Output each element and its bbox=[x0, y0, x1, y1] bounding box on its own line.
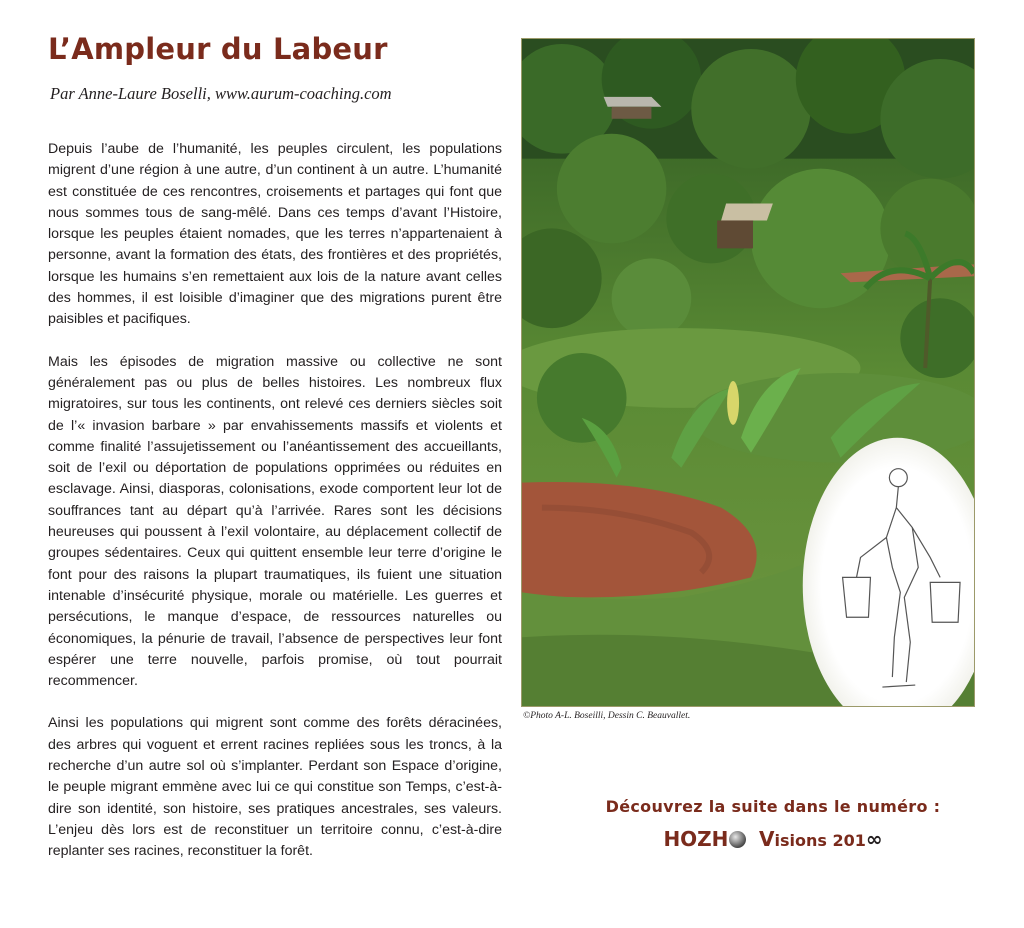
paragraph-3: Ainsi les populations qui migrent sont comme des forêts déracinées, des arbres qui voguent et errent racines repliées sous les troncs, à la recherche d’un autre sol où s’implanter. Perdant son Espace d’origine, le peuple migrant emmène avec lui ce qui constitue son Temps, c’est-à-dire son identité, son histoire, ses pratiques ancestrales, ses valeurs. L’enjeu dès lors est de reconstituer un territoire connu, c’est-à-dire replanter ses racines, reconstituer la forêt. bbox=[48, 715, 502, 860]
article-title: L’Ampleur du Labeur bbox=[48, 32, 388, 66]
article-byline: Par Anne-Laure Boselli, www.aurum-coaching.com bbox=[50, 84, 392, 103]
brand-year: 201 bbox=[832, 831, 866, 850]
promo-text: Découvrez la suite dans le numéro : bbox=[605, 797, 941, 816]
magazine-brand bbox=[560, 827, 986, 851]
brand-hozh: HOZH bbox=[663, 827, 729, 851]
infinity-icon: ∞ bbox=[865, 827, 883, 851]
jungle-hillside-illustration bbox=[522, 39, 974, 706]
brand-visions-rest: isions bbox=[774, 831, 827, 850]
paragraph-2: Mais les épisodes de migration massive ou collective ne sont généralement pas ou plus de belles histoires. Les nombreux flux migratoires, sur tous les continents, ont relevé ces derniers siècles soit de l’« invasion barbare » par envahissements massifs et violents et comme finalité l’assujetissement ou l’anéantissement des accueillants, soit de l’exil ou déportation de populations opprimées ou réduites en esclavage. Ainsi, diasporas, colonisations, exode comportent leur lot de souffrances tant au départ qu’à l’arrivée. Rares sont les décisions heureuses qui poussent à l’exil volontaire, au déplacement collectif de groupes sédentaires. Ceux qui quittent ensemble leur terre d’origine le font pour des raisons la plupart traumatiques, ils fuient une situation intenable d’insécurité physique, morale ou matérielle. Les guerres et persécutions, le manque d’espace, de ressources naturelles ou économiques, la pénurie de travail, l’absence de perspectives leur font espérer une terre nouvelle, parfois promise, où tout pourrait recommencer. bbox=[48, 353, 502, 690]
photo-credit: ©Photo A-L. Boseilli, Dessin C. Beauvallet. bbox=[523, 711, 691, 721]
article-body bbox=[48, 139, 502, 884]
brand-visions bbox=[759, 827, 827, 851]
brand-visions-v: V bbox=[759, 827, 775, 851]
landscape-photo bbox=[521, 38, 975, 707]
paragraph-1: Depuis l’aube de l’humanité, les peuples circulent, les populations migrent d’une région à une autre, d’un continent à un autre. L’humanité est constituée de ces rencontres, croisements et partages qui font que nous sommes tous de sang-mêlé. Dans ces temps d’avant l’Histoire, lorsque les peuples étaient nomades, que les terres n’appartenaient à personne, avant la formation des états, des frontières et des propriétés, lorsque les humains s’en remettaient aux lois de la nature avant celles des hommes, il est loisible d’imaginer que des migrations purent être paisibles et pacifiques. bbox=[48, 141, 502, 328]
globe-logo-icon bbox=[729, 831, 746, 848]
